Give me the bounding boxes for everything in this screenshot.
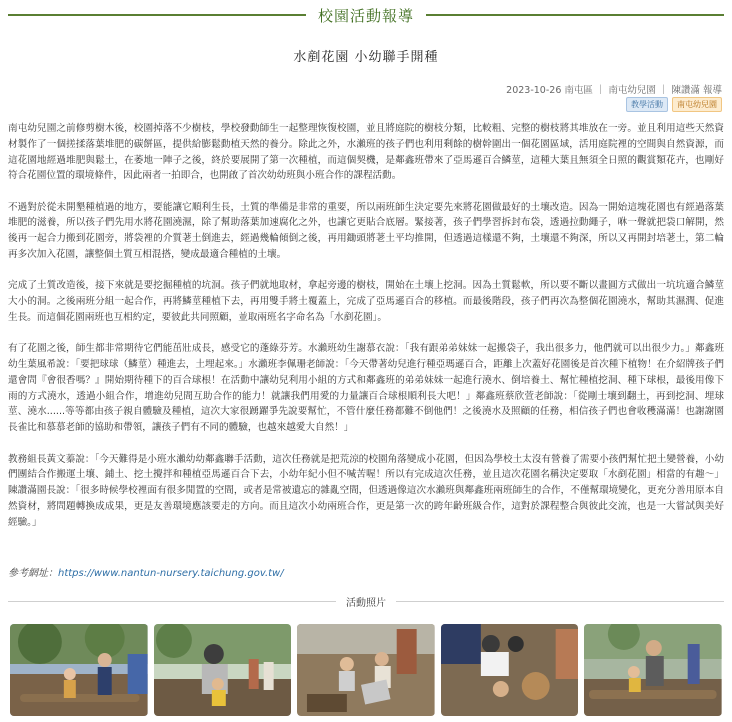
photo-thumbnail[interactable] [10,624,148,716]
paragraph: 不過對於從未開墾種植過的地方，要能讓它順利生長，土質的準備是非常的重要，所以兩班師生決定要先來將花園做最好的土壤改造。因為一開始這塊花園也有經過落葉堆肥的滋養，所以孩子們先用水將花園澆濕，除了幫助落葉加速腐化之外，也讓它更貼合底層。緊接著，孩子們學習拆封布袋，透過拉動繩子，咻一聲就把袋口解開，然後再一起合力搬到花園旁，將袋裡的介質荖土倒進去，經過幾輪傾倒之後，再用鋤頭將荖土平均推開，但透過這樣還不夠，土壤還不夠深，所以又再開封培荖土，第二輪再多次加入花園，讓整個土質互相混搭，變成最適合種植的土壤。 [8,201,724,261]
article-title: 水剷花園 小幼聯手開種 [293,50,439,65]
photo-image [297,624,435,716]
article-meta: 2023-10-26 南屯區 ｜ 南屯幼兒園 ｜ 陳讚滿 報導 [506,85,722,96]
photo-image [10,624,148,716]
reference-link[interactable]: https://www.nantun-nursery.taichung.gov.tw/ [58,568,284,579]
article-body [8,121,724,546]
photo-image [154,624,292,716]
photo-thumbnail[interactable] [154,624,292,716]
photo-image [584,624,722,716]
paragraph: 教務組長黃文蓁說：「今天難得是小班水瀨幼幼鄰鑫聯手活動，這次任務就是把荒涼的校園角落變成小花園，但因為學校土太沒有營養了需要小孩們幫忙把土變營養，小幼們團結合作搬運土壤、鋪土、挖土攪拌和種植亞馬遜百合下去，小幼年紀小但不喊苦喔！所以有完成這次任務，並且這次花園名稱決定要取「水剷花園」相當的有趣～」陳讚滿園長說：「很多時候學校裡面有很多閒置的空間，或者是常被遺忘的雜亂空間，但透過像這次水瀨班與鄰鑫班兩班師生的合作，不僅幫環境變化，更充分善用原本自然資材，將問題轉換成成果，更是友善環境應該要走的方向。而且這次小幼兩班合作，更是第一次的跨年齡班級合作，這對於課程整合與彼此交流，也是一大嘗試與美好經驗。」 [8,453,724,528]
tag-school[interactable]: 南屯幼兒園 [672,97,722,112]
section-title: 校園活動報導 [318,6,415,25]
tag-list [626,97,722,112]
photo-heading-line-left [8,601,336,602]
photo-gallery [10,624,722,716]
photo-section-title: 活動照片 [346,598,386,609]
paragraph: 有了花園之後，師生都非常期待它們能茁壯成長，感受它的蓬綠芬芳。水瀨班幼生謝慕衣說：「我有跟弟弟妹妹一起搬袋子，我出很多力，他們就可以出很少力。」鄰鑫班幼生葉風希說：「要把球球（鱗莖）種進去，土埋起來。」水瀨班李佩珊老師說：「今天帶著幼兒進行種亞瑪遜百合，距離上次蓋好花園後是首次種下植物！在介紹牌孩子們還會問『會很香嗎？』開始期待種下的百合球根！在活動中讓幼兒利用小組的方式和鄰鑫班的弟弟妹妹一起進行澆水、倒培養土、幫忙種植挖洞、種下球根，最後用像下雨的方式澆水，透過小組合作，增進幼兒間互助合作的能力！就讓我們用愛的力量讓百合球根順利長大吧！」鄰鑫班蔡欣萱老師說：「從剛士壤到翻土，再到挖洞、埋球莖、澆水......等等都由孩子親自體驗及種植，這次大家很踴躍爭先說要幫忙，不管什麼任務都難不倒他們！之後澆水及照顧的任務，相信孩子們也會收穫滿滿！也謝謝園長雀比和慕慕老師的協助和帶領，讓孩子們有不同的體驗，也越來越愛大自然！」 [8,343,724,434]
paragraph: 完成了土質改造後，接下來就是要挖掘種植的坑洞。孩子們就地取材，拿起旁邊的樹枝，開始在土壤上挖洞。因為土質鬆軟，所以要不斷以畫圓方式做出一坑坑適合鱗莖大小的洞。之後兩班分組一起合作，再將鱗莖種植下去，再用雙手將土覆蓋上，完成了亞馬遜百合的移植。而最後階段，孩子們再次為整個花園澆水，幫助其濕潤、促進生長。而這個花園兩班也互相約定，要彼此共同照顧，並取兩班名字命名為「水剷花園」。 [8,280,724,323]
reference-label: 參考網址： [8,568,58,579]
photo-thumbnail[interactable] [297,624,435,716]
header-line-left [8,14,306,16]
photo-thumbnail[interactable] [584,624,722,716]
section-header [8,5,724,25]
tag-teaching[interactable]: 教學活動 [626,97,668,112]
photo-section-heading [8,594,724,609]
paragraph: 南屯幼兒園之前修剪樹木後，校園掉落不少樹枝，學校發動師生一起整理恢復校園，並且將庭院的樹枝分類，比較粗、完整的樹枝將其堆放在一旁。並且利用這些天然資材製作了一個搓揉落葉堆肥的碳餅區，提供給膨鬆動植天然的養分。除此之外，水瀨班的孩子們也利用剩餘的樹幹圍出一個花園區域，活用庭院裡的空間與自然資源，而這花園地經過堆肥與鬆土，在萎地一陣子之後，終於要展開了第一次種植，而這個契機，是鄰鑫班帶來了亞馬遜百合鱗莖，這種大葉且無須全日照的觀賞類花卉，也剛好符合花園位置的環境條件，因此兩者一拍即合，也開啟了首次幼幼班與小班合作的課程活動。 [8,123,724,182]
photo-image [441,624,579,716]
photo-thumbnail[interactable] [441,624,579,716]
header-line-right [426,14,724,16]
reference [8,564,284,579]
photo-heading-line-right [396,601,724,602]
